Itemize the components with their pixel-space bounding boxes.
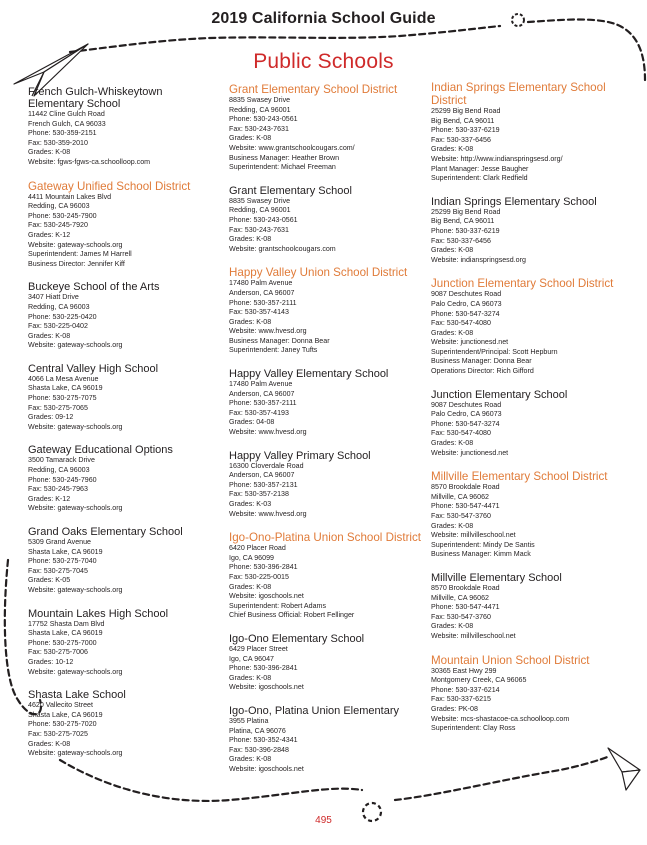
detail-line: Fax: 530-547-3760 bbox=[431, 612, 491, 621]
school-name: Grand Oaks Elementary School bbox=[28, 526, 183, 538]
detail-line: Fax: 530-275-7045 bbox=[28, 566, 88, 575]
school-name: Grant Elementary School bbox=[229, 184, 352, 197]
school-name: Indian Springs Elementary School bbox=[431, 195, 597, 208]
detail-line: 17480 Palm Avenue bbox=[229, 380, 293, 389]
detail-line: 3955 Platina bbox=[229, 716, 269, 725]
detail-line: Website: junctionesd.net bbox=[431, 448, 509, 457]
detail-line: Fax: 530-547-4080 bbox=[431, 319, 491, 328]
detail-line: Fax: 530-547-3760 bbox=[431, 512, 491, 520]
detail-line: Website: gateway-schools.org bbox=[28, 749, 123, 758]
detail-line: Superintendent: James M Harrell bbox=[28, 250, 132, 259]
detail-line: Fax: 530-225-0015 bbox=[229, 572, 289, 581]
detail-line: Fax: 530-243-7631 bbox=[229, 124, 289, 133]
detail-line: Website: millvilleschool.net bbox=[431, 631, 516, 640]
school-entry bbox=[431, 389, 631, 459]
detail-line: Grades: K-08 bbox=[229, 582, 272, 591]
detail-line: 17480 Palm Avenue bbox=[229, 279, 293, 288]
detail-line: 16300 Cloverdale Road bbox=[229, 461, 304, 470]
detail-line: Big Bend, CA 96011 bbox=[431, 217, 495, 226]
detail-line: Website: gateway-schools.org bbox=[28, 422, 123, 431]
school-entry bbox=[229, 450, 424, 520]
paper-airplane-icon-small bbox=[608, 748, 640, 790]
detail-line: 25299 Big Bend Road bbox=[431, 107, 501, 115]
district-name: Grant Elementary School District bbox=[229, 83, 398, 96]
detail-line: 3500 Tamarack Drive bbox=[28, 456, 95, 465]
detail-line: Phone: 530-245-7900 bbox=[28, 211, 97, 220]
detail-line: Grades: PK-08 bbox=[431, 704, 478, 713]
district-name: Indian Springs Elementary School District bbox=[431, 81, 606, 107]
detail-line: Big Bend, CA 96011 bbox=[431, 116, 495, 125]
column-right bbox=[431, 81, 631, 746]
detail-line: 30365 East Hwy 299 bbox=[431, 666, 497, 675]
detail-line: Grades: K-12 bbox=[28, 494, 71, 503]
detail-line: Shasta Lake, CA 96019 bbox=[28, 629, 103, 638]
detail-line: Grades: K-08 bbox=[229, 755, 272, 764]
detail-line: Fax: 530-275-7006 bbox=[28, 648, 88, 657]
detail-line: Phone: 530-357-2111 bbox=[229, 298, 297, 307]
detail-line: Website: millvilleschool.net bbox=[431, 531, 516, 540]
detail-line: 4620 Vallecito Street bbox=[28, 701, 93, 710]
detail-line: Shasta Lake, CA 96019 bbox=[28, 710, 103, 719]
school-entry bbox=[431, 196, 631, 266]
detail-line: Fax: 530-243-7631 bbox=[229, 225, 289, 234]
detail-line: Montgomery Creek, CA 96065 bbox=[431, 676, 527, 685]
detail-line: Shasta Lake, CA 96019 bbox=[28, 547, 103, 556]
detail-line: 5309 Grand Avenue bbox=[28, 538, 91, 546]
detail-line: Phone: 530-243-0561 bbox=[229, 115, 298, 124]
detail-line: Platina, CA 96076 bbox=[229, 726, 286, 735]
detail-line: Phone: 530-275-7000 bbox=[28, 638, 97, 647]
school-entry bbox=[28, 526, 218, 596]
detail-line: Fax: 530-337-6215 bbox=[431, 695, 491, 704]
detail-line: Superintendent: Clay Ross bbox=[431, 724, 516, 733]
detail-line: Grades: K-08 bbox=[431, 622, 474, 631]
detail-line: Phone: 530-225-0420 bbox=[28, 312, 97, 321]
detail-line: 8570 Brookdale Road bbox=[431, 483, 500, 492]
detail-line: 6429 Placer Street bbox=[229, 644, 288, 653]
detail-line: Anderson, CA 96007 bbox=[229, 389, 295, 398]
detail-line: Superintendent: Mindy De Santis bbox=[431, 540, 535, 549]
detail-line: Chief Business Official: Robert Fellinger bbox=[229, 611, 355, 620]
school-name: Igo-Ono Elementary School bbox=[229, 632, 365, 645]
detail-line: Website: igoschools.net bbox=[229, 764, 304, 773]
detail-line: Phone: 530-547-3274 bbox=[431, 309, 500, 318]
detail-line: Igo, CA 96099 bbox=[229, 553, 274, 562]
school-name: Buckeye School of the Arts bbox=[28, 281, 160, 294]
detail-line: Fax: 530-275-7025 bbox=[28, 729, 88, 738]
detail-line: Grades: K-05 bbox=[28, 576, 71, 585]
detail-line: Grades: K-08 bbox=[28, 739, 71, 748]
detail-line: Business Manager: Donna Bear bbox=[431, 357, 532, 366]
detail-line: Business Manager: Donna Bear bbox=[229, 336, 330, 345]
school-name: Shasta Lake School bbox=[28, 689, 126, 702]
column-left bbox=[28, 86, 218, 771]
district-name: Happy Valley Union School District bbox=[229, 266, 408, 280]
school-name: Junction Elementary School bbox=[431, 388, 568, 401]
school-entry bbox=[28, 608, 218, 678]
district-name: Igo-Ono-Platina Union School District bbox=[229, 531, 422, 545]
district-entry bbox=[229, 83, 424, 173]
district-name: Gateway Unified School District bbox=[28, 179, 191, 193]
school-name: Igo-Ono, Platina Union Elementary bbox=[229, 704, 399, 717]
detail-line: 4411 Mountain Lakes Blvd bbox=[28, 192, 112, 201]
detail-line: Grades: K-08 bbox=[431, 439, 474, 448]
detail-line: Business Director: Jennifer Kiff bbox=[28, 259, 125, 268]
detail-line: Grades: K-08 bbox=[431, 145, 474, 154]
detail-line: Fax: 530-547-4080 bbox=[431, 429, 491, 438]
school-name: Gateway Educational Options bbox=[28, 444, 173, 457]
detail-line: Grades: K-08 bbox=[229, 235, 272, 244]
detail-line: Grades: K-08 bbox=[431, 328, 474, 337]
detail-line: Website: gateway-schools.org bbox=[28, 585, 123, 594]
school-entry bbox=[28, 86, 218, 168]
detail-line: Grades: K-08 bbox=[431, 246, 474, 255]
detail-line: Website: gateway-schools.org bbox=[28, 341, 123, 350]
detail-line: Phone: 530-359-2151 bbox=[28, 129, 97, 138]
detail-line: Phone: 530-547-4471 bbox=[431, 603, 500, 612]
detail-line: Fax: 530-359-2010 bbox=[28, 138, 88, 147]
detail-line: Superintendent: Robert Adams bbox=[229, 601, 327, 610]
detail-line: Grades: K-08 bbox=[229, 134, 272, 143]
detail-line: Website: gateway-schools.org bbox=[28, 667, 123, 676]
detail-line: Fax: 530-245-7920 bbox=[28, 221, 88, 230]
detail-line: Website: indianspringsesd.org bbox=[431, 255, 526, 264]
detail-line: Phone: 530-547-4471 bbox=[431, 502, 500, 511]
detail-line: Website: gateway-schools.org bbox=[28, 240, 123, 249]
section-title: Public Schools bbox=[253, 50, 394, 73]
detail-line: Website: mcs-shastacoe-ca.schoolloop.com bbox=[431, 714, 570, 723]
detail-line: Phone: 530-337-6219 bbox=[431, 126, 500, 135]
detail-line: Plant Manager: Jesse Baugher bbox=[431, 164, 529, 173]
school-entry bbox=[28, 281, 218, 351]
district-entry bbox=[229, 266, 424, 356]
detail-line: 3407 Hiatt Drive bbox=[28, 293, 79, 302]
detail-line: Millville, CA 96062 bbox=[431, 492, 489, 501]
detail-line: Phone: 530-275-7040 bbox=[28, 557, 97, 566]
school-entry bbox=[229, 633, 424, 693]
detail-line: Redding, CA 96001 bbox=[229, 206, 291, 215]
detail-line: Millville, CA 96062 bbox=[431, 593, 489, 602]
detail-line: Redding, CA 96003 bbox=[28, 466, 90, 475]
detail-line: Grades: K-08 bbox=[431, 521, 474, 530]
district-name: Mountain Union School District bbox=[431, 653, 590, 667]
detail-line: Grades: K-08 bbox=[28, 331, 71, 340]
detail-line: Grades: K-03 bbox=[229, 500, 272, 508]
school-name: Central Valley High School bbox=[28, 362, 159, 375]
school-entry bbox=[229, 368, 424, 438]
school-entry bbox=[28, 689, 218, 759]
detail-line: Phone: 530-352-4341 bbox=[229, 736, 298, 745]
district-entry bbox=[431, 81, 631, 184]
detail-line: Redding, CA 96003 bbox=[28, 302, 90, 311]
detail-line: Website: www.hvesd.org bbox=[229, 428, 307, 437]
detail-line: Superintendent: Clark Redfield bbox=[431, 174, 528, 183]
detail-line: Phone: 530-547-3274 bbox=[431, 419, 500, 428]
detail-line: Palo Cedro, CA 96073 bbox=[431, 299, 502, 308]
school-entry bbox=[431, 572, 631, 642]
school-entry bbox=[28, 363, 218, 433]
detail-line: 6420 Placer Road bbox=[229, 544, 286, 553]
detail-line: Superintendent/Principal: Scott Hepburn bbox=[431, 347, 558, 356]
detail-line: 17752 Shasta Dam Blvd bbox=[28, 619, 105, 628]
detail-line: Grades: 04-08 bbox=[229, 418, 275, 427]
detail-line: Business Manager: Kimm Mack bbox=[431, 550, 531, 559]
detail-line: Phone: 530-396-2841 bbox=[229, 664, 298, 673]
detail-line: 8835 Swasey Drive bbox=[229, 96, 291, 104]
detail-line: Redding, CA 96003 bbox=[28, 202, 90, 211]
detail-line: Palo Cedro, CA 96073 bbox=[431, 410, 502, 419]
school-name: Mountain Lakes High School bbox=[28, 607, 169, 620]
detail-line: Shasta Lake, CA 96019 bbox=[28, 384, 103, 393]
district-entry bbox=[431, 470, 631, 560]
school-name: Happy Valley Elementary School bbox=[229, 368, 389, 381]
detail-line: Fax: 530-357-4193 bbox=[229, 408, 289, 417]
detail-line: French Gulch, CA 96033 bbox=[28, 119, 106, 128]
detail-line: 25299 Big Bend Road bbox=[431, 207, 501, 216]
detail-line: Grades: 09-12 bbox=[28, 413, 74, 422]
page-number: 495 bbox=[315, 815, 332, 826]
detail-line: Website: www.hvesd.org bbox=[229, 509, 307, 518]
district-entry bbox=[431, 654, 631, 734]
detail-line: Grades: K-12 bbox=[28, 230, 71, 239]
detail-line: Grades: K-08 bbox=[229, 673, 272, 682]
detail-line: Phone: 530-357-2111 bbox=[229, 399, 297, 408]
detail-line: Anderson, CA 96007 bbox=[229, 471, 295, 480]
detail-line: Website: grantschoolcougars.com bbox=[229, 244, 336, 253]
detail-line: Phone: 530-275-7075 bbox=[28, 394, 97, 403]
detail-line: Website: igoschools.net bbox=[229, 592, 304, 601]
detail-line: Phone: 530-337-6219 bbox=[431, 226, 500, 235]
detail-line: Phone: 530-357-2131 bbox=[229, 480, 298, 489]
detail-line: 4066 La Mesa Avenue bbox=[28, 374, 99, 383]
district-name: Millville Elementary School District bbox=[431, 470, 608, 484]
detail-line: Grades: 10-12 bbox=[28, 657, 74, 666]
school-entry bbox=[229, 185, 424, 255]
detail-line: Fax: 530-275-7065 bbox=[28, 403, 88, 412]
detail-line: Anderson, CA 96007 bbox=[229, 288, 295, 297]
detail-line: Website: www.grantschoolcougars.com/ bbox=[229, 143, 355, 152]
detail-line: Grades: K-08 bbox=[229, 317, 272, 326]
detail-line: Superintendent: Michael Freeman bbox=[229, 163, 336, 172]
school-name: French Gulch-Whiskeytown Elementary School bbox=[28, 86, 163, 110]
detail-line: Fax: 530-357-4143 bbox=[229, 308, 289, 317]
detail-line: Fax: 530-245-7963 bbox=[28, 485, 88, 494]
detail-line: Phone: 530-245-7960 bbox=[28, 475, 97, 484]
column-middle bbox=[229, 83, 424, 786]
detail-line: Operations Director: Rich Gifford bbox=[431, 367, 534, 376]
district-entry bbox=[431, 277, 631, 376]
detail-line: Fax: 530-225-0402 bbox=[28, 322, 88, 331]
detail-line: Website: http://www.indianspringsesd.org/ bbox=[431, 154, 563, 163]
detail-line: Phone: 530-275-7020 bbox=[28, 720, 97, 729]
detail-line: Igo, CA 96047 bbox=[229, 654, 274, 663]
detail-line: Website: fgws-fgws-ca.schoolloop.com bbox=[28, 157, 151, 166]
detail-line: Website: www.hvesd.org bbox=[229, 327, 307, 336]
school-entry bbox=[28, 444, 218, 514]
district-entry bbox=[229, 531, 424, 621]
school-entry bbox=[229, 705, 424, 775]
school-name: Millville Elementary School bbox=[431, 571, 562, 584]
detail-line: Fax: 530-337-6456 bbox=[431, 236, 491, 245]
detail-line: Fax: 530-357-2138 bbox=[229, 490, 289, 499]
detail-line: 9087 Deschutes Road bbox=[431, 400, 502, 409]
detail-line: Phone: 530-243-0561 bbox=[229, 215, 298, 224]
detail-line: Fax: 530-396-2848 bbox=[229, 745, 289, 754]
detail-line: 8570 Brookdale Road bbox=[431, 583, 500, 592]
detail-line: Fax: 530-337-6456 bbox=[431, 135, 491, 144]
detail-line: Phone: 530-396-2841 bbox=[229, 563, 298, 572]
district-name: Junction Elementary School District bbox=[431, 277, 614, 291]
detail-line: 11442 Cline Gulch Road bbox=[28, 110, 105, 118]
detail-line: Redding, CA 96001 bbox=[229, 105, 291, 114]
school-name: Happy Valley Primary School bbox=[229, 449, 371, 462]
detail-line: Superintendent: Janey Tufts bbox=[229, 346, 318, 355]
district-entry bbox=[28, 180, 218, 270]
detail-line: Phone: 530-337-6214 bbox=[431, 685, 500, 694]
detail-line: 8835 Swasey Drive bbox=[229, 196, 291, 205]
detail-line: Business Manager: Heather Brown bbox=[229, 153, 340, 162]
detail-line: Website: igoschools.net bbox=[229, 683, 304, 692]
detail-line: Website: junctionesd.net bbox=[431, 338, 509, 347]
detail-line: Website: gateway-schools.org bbox=[28, 504, 123, 513]
detail-line: 9087 Deschutes Road bbox=[431, 290, 502, 299]
page-header: 2019 California School Guide bbox=[211, 10, 436, 27]
detail-line: Grades: K-08 bbox=[28, 148, 71, 157]
